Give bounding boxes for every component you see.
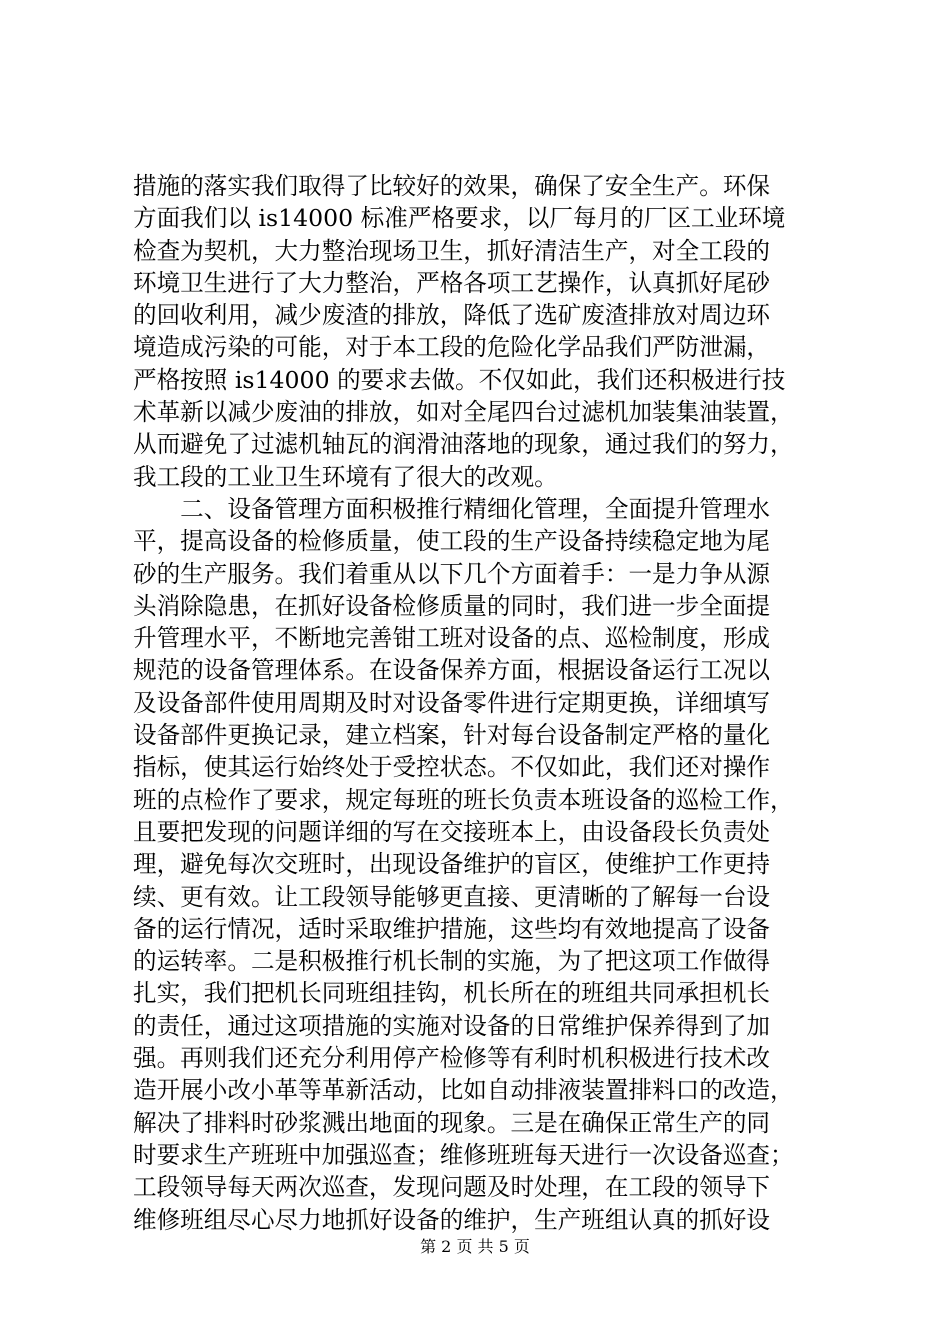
text-line: 我工段的工业卫生环境有了很大的改观。 [133, 462, 558, 491]
text-line: 理，避免每次交班时，出现设备维护的盲区，使维护工作更持 [133, 850, 771, 879]
text-line: 维修班组尽心尽力地抓好设备的维护，生产班组认真的抓好设 [133, 1205, 771, 1234]
text-line: 方面我们以 is14000 标准严格要求，以厂每月的厂区工业环境 [133, 204, 786, 233]
text-line: 的责任，通过这项措施的实施对设备的日常维护保养得到了加 [133, 1011, 771, 1040]
text-line: 造开展小改小革等革新活动，比如自动排液装置排料口的改造， [133, 1076, 794, 1105]
text-line: 指标，使其运行始终处于受控状态。不仅如此，我们还对操作 [133, 753, 771, 782]
text-line: 升管理水平，不断地完善钳工班对设备的点、巡检制度，形成 [133, 624, 771, 653]
text-line: 砂的生产服务。我们着重从以下几个方面着手：一是力争从源 [133, 559, 771, 588]
text-line: 解决了排料时砂浆溅出地面的现象。三是在确保正常生产的同 [133, 1108, 771, 1137]
text-line: 头消除隐患，在抓好设备检修质量的同时，我们进一步全面提 [133, 591, 771, 620]
text-line: 及设备部件使用周期及时对设备零件进行定期更换，详细填写 [133, 688, 771, 717]
text-line: 扎实，我们把机长同班组挂钩，机长所在的班组共同承担机长 [133, 979, 771, 1008]
text-line: 设备部件更换记录，建立档案，针对每台设备制定严格的量化 [133, 721, 771, 750]
text-line: 的回收利用，减少废渣的排放，降低了选矿废渣排放对周边环 [133, 301, 771, 330]
text-line: 班的点检作了要求，规定每班的班长负责本班设备的巡检工作， [133, 785, 794, 814]
body-text [133, 170, 833, 1236]
text-line: 规范的设备管理体系。在设备保养方面，根据设备运行工况以 [133, 656, 771, 685]
text-line: 措施的落实我们取得了比较好的效果，确保了安全生产。环保 [133, 172, 771, 200]
text-line: 境造成污染的可能，对于本工段的危险化学品我们严防泄漏， [133, 333, 771, 362]
text-line: 从而避免了过滤机轴瓦的润滑油落地的现象，通过我们的努力， [133, 430, 794, 459]
text-line: 强。再则我们还充分利用停产检修等有利时机积极进行技术改 [133, 1044, 771, 1073]
text-line: 二、设备管理方面积极推行精细化管理，全面提升管理水 [133, 494, 771, 523]
text-line: 时要求生产班班中加强巡查；维修班班每天进行一次设备巡查； [133, 1140, 794, 1169]
text-line: 检查为契机，大力整治现场卫生，抓好清洁生产，对全工段的 [133, 236, 771, 265]
text-line: 续、更有效。让工段领导能够更直接、更清晰的了解每一台设 [133, 882, 771, 911]
text-line: 备的运行情况，适时采取维护措施，这些均有效地提高了设备 [133, 914, 771, 943]
text-line: 术革新以减少废油的排放，如对全尾四台过滤机加装集油装置， [133, 398, 794, 427]
text-line: 工段领导每天两次巡查，发现问题及时处理，在工段的领导下 [133, 1173, 771, 1202]
text-line: 平，提高设备的检修质量，使工段的生产设备持续稳定地为尾 [133, 527, 771, 556]
text-line: 且要把发现的问题详细的写在交接班本上，由设备段长负责处 [133, 817, 771, 846]
text-line: 严格按照 is14000 的要求去做。不仅如此，我们还积极进行技 [133, 365, 786, 394]
text-line: 环境卫生进行了大力整治，严格各项工艺操作，认真抓好尾砂 [133, 268, 771, 297]
text-line: 的运转率。二是积极推行机长制的实施，为了把这项工作做得 [133, 947, 771, 976]
page-footer: 第 2 页 共 5 页 [420, 1237, 530, 1256]
